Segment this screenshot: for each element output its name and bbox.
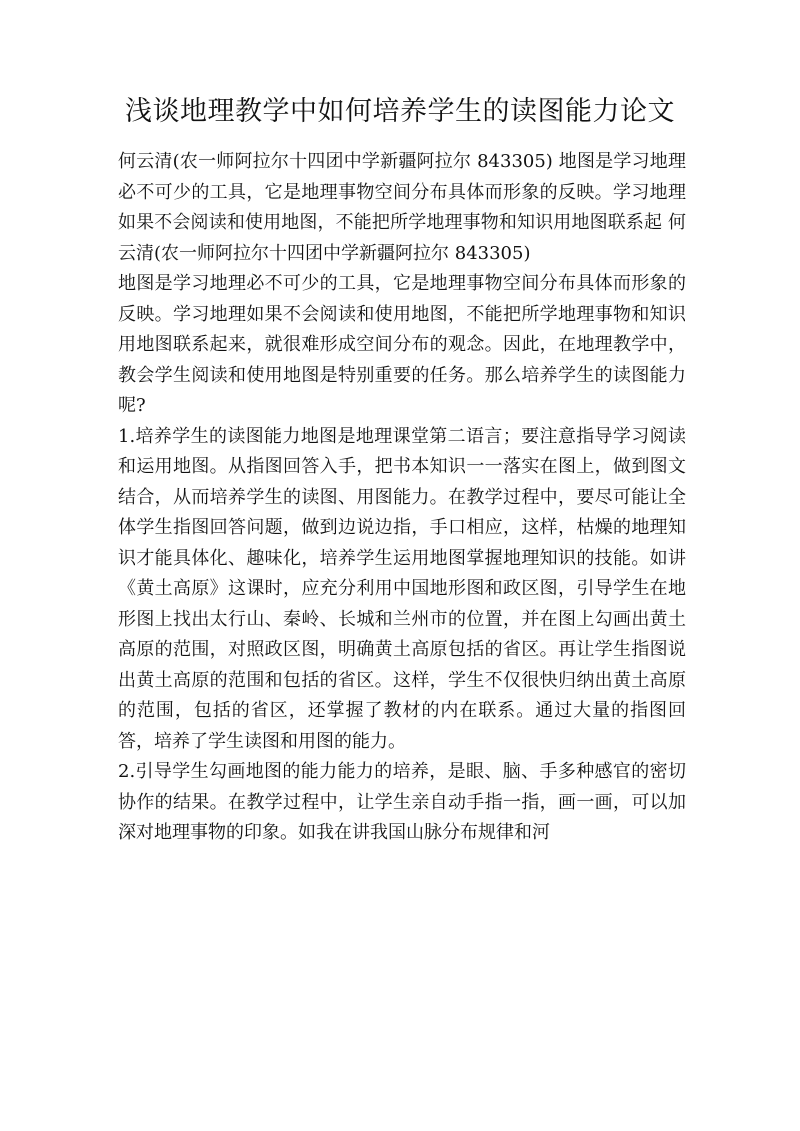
paragraph-section-2: 2.引导学生勾画地图的能力能力的培养，是眼、脑、手多种感官的密切协作的结果。在教学过程中，让学生亲自动手指一指，画一画，可以加深对地理事物的印象。如我在讲我国山脉分布规律和河: [118, 761, 686, 843]
paragraph-introduction: 地图是学习地理必不可少的工具，它是地理事物空间分布具体而形象的反映。学习地理如果不会阅读和使用地图，不能把所学地理事物和知识用地图联系起来，就很难形成空间分布的观念。因此，在地理教学中，教会学生阅读和使用地图是特别重要的任务。那么培养学生的读图能力呢?: [118, 273, 686, 416]
paragraph-author-intro: 何云清(农一师阿拉尔十四团中学新疆阿拉尔 843305) 地图是学习地理必不可少的工具，它是地理事物空间分布具体而形象的反映。学习地理如果不会阅读和使用地图，不能把所学地理事物和知识用地图联系起 何云清(农一师阿拉尔十四团中学新疆阿拉尔 843305): [118, 151, 686, 264]
document-title: 浅谈地理教学中如何培养学生的读图能力论文: [125, 96, 675, 127]
document-body: [118, 147, 686, 849]
paragraph-section-1: 1.培养学生的读图能力地图是地理课堂第二语言；要注意指导学习阅读和运用地图。从指图回答入手，把书本知识一一落实在图上，做到图文结合，从而培养学生的读图、用图能力。在教学过程中，要尽可能让全体学生指图回答问题，做到边说边指，手口相应，这样，枯燥的地理知识才能具体化、趣味化，培养学生运用地图掌握地理知识的技能。如讲《黄土高原》这课时，应充分利用中国地形图和政区图，引导学生在地形图上找出太行山、秦岭、长城和兰州市的位置，并在图上勾画出黄土高原的范围，对照政区图，明确黄土高原包括的省区。再让学生指图说出黄土高原的范围和包括的省区。这样，学生不仅很快归纳出黄土高原的范围，包括的省区，还掌握了教材的内在联系。通过大量的指图回答，培养了学生读图和用图的能力。: [118, 425, 686, 752]
